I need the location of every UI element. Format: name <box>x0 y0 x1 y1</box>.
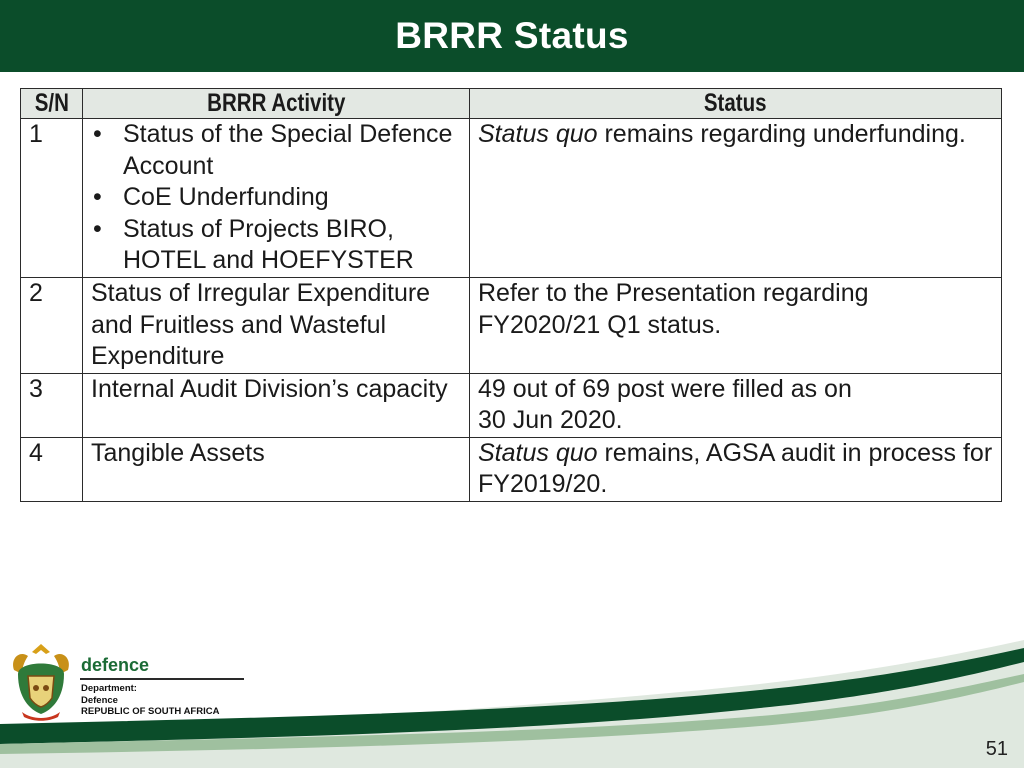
status-italic: Status quo <box>478 120 598 148</box>
status-italic: Status quo <box>478 438 598 467</box>
row-activity: Status of Irregular Expenditure and Fruitless and Wasteful Expenditure <box>83 278 470 374</box>
department-text <box>81 683 219 718</box>
brrr-status-table <box>20 88 1002 502</box>
list-item: • Status of Projects BIRO, HOTEL and HOEFYSTER <box>123 214 461 277</box>
status-text: remains, AGSA audit in process for FY2019/20. <box>478 438 993 498</box>
department-wordmark: defence <box>81 655 150 675</box>
table-row <box>21 119 1002 278</box>
department-line: REPUBLIC OF SOUTH AFRICA <box>81 706 220 717</box>
coat-of-arms-icon <box>8 640 74 722</box>
row-status: Refer to the Presentation regarding FY2020/21 Q1 status. <box>470 278 1002 374</box>
row-sn: 1 <box>21 119 83 278</box>
row-status <box>470 437 1002 501</box>
row-activity: Tangible Assets <box>83 437 470 501</box>
table-row <box>21 373 1002 437</box>
department-line: Defence <box>81 694 118 706</box>
title-bar <box>0 0 1024 72</box>
row-activity: Internal Audit Division’s capacity <box>83 373 470 437</box>
slide-title: BRRR Status <box>395 15 629 56</box>
activity-bullet-list <box>91 119 461 277</box>
list-item: • Status of the Special Defence Account <box>123 119 461 182</box>
row-status <box>470 119 1002 278</box>
header-status: Status <box>470 89 1002 119</box>
department-divider <box>80 678 244 680</box>
row-sn: 4 <box>21 437 83 501</box>
header-activity: BRRR Activity <box>83 89 470 119</box>
row-sn: 3 <box>21 373 83 437</box>
page-number: 51 <box>985 738 1008 760</box>
department-line: Department: <box>81 683 137 694</box>
status-line: 49 out of 69 post were filled as on <box>478 374 852 403</box>
status-line: 30 Jun 2020. <box>478 406 623 434</box>
row-status <box>470 373 1002 437</box>
status-text: remains regarding underfunding. <box>597 120 966 148</box>
header-sn: S/N <box>21 89 83 119</box>
table-row <box>21 278 1002 374</box>
row-activity <box>83 119 470 278</box>
table-header-row <box>21 89 1002 119</box>
table-row <box>21 437 1002 501</box>
list-item: • CoE Underfunding <box>123 182 461 214</box>
row-sn: 2 <box>21 278 83 374</box>
